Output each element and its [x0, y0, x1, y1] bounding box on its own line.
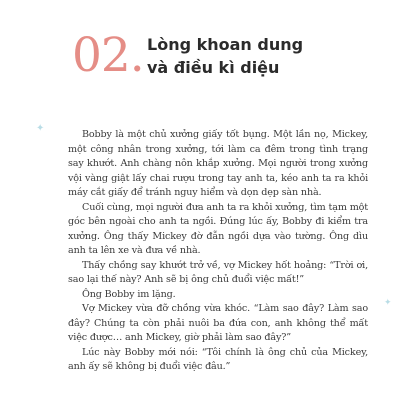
chapter-title [147, 33, 387, 79]
sparkle-star-icon: ✦ [384, 298, 392, 308]
chapter-number: 02. [72, 28, 144, 83]
story-paragraph: Bobby là một chủ xưởng giấy tốt bụng. Một lần nọ, Mickey, một công nhân trong xưởng, tới làm ca đêm trong tình trạng say khướt. Anh chàng nôn khắp xưởng. Mọi người trong xưởng vội vàng giật lấy chai rượu trong tay anh ta, kéo anh ta ra khỏi máy cắt giấy để tránh nguy hiểm và dọn dẹp sàn nhà. [68, 129, 368, 198]
story-paragraph: Vợ Mickey vừa đỡ chồng vừa khóc. “Làm sao đây? Làm sao đây? Chúng ta còn phải nuôi ba đứa con, anh không thể mất việc được… anh Mickey, giờ phải làm sao đây?” [68, 303, 368, 343]
story-paragraph: Ông Bobby im lặng. [82, 288, 176, 300]
story-paragraph: Cuối cùng, mọi người đưa anh ta ra khỏi xưởng, tìm tạm một góc bên ngoài cho anh ta ngồi. Đúng lúc ấy, Bobby đi kiểm tra xưởng. Ông thấy Mickey đờ đẫn ngồi dựa vào tường. Ông dìu anh ta lên xe và đưa về nhà. [68, 201, 368, 256]
chapter-title-line-1: Lòng khoan dung [147, 35, 304, 54]
story-paragraph: Thấy chồng say khướt trở về, vợ Mickey hốt hoảng: “Trời ơi, sao lại thế này? Anh sẽ bị ông chủ đuổi việc mất!” [68, 259, 368, 285]
story-body [68, 128, 368, 375]
chapter-title-line-2: và điều kì diệu [147, 58, 280, 77]
story-paragraph: Lúc này Bobby mới nói: “Tôi chính là ông chủ của Mickey, anh ấy sẽ không bị đuổi việc đâu.” [68, 346, 368, 372]
sparkle-star-icon: ✦ [36, 123, 45, 134]
